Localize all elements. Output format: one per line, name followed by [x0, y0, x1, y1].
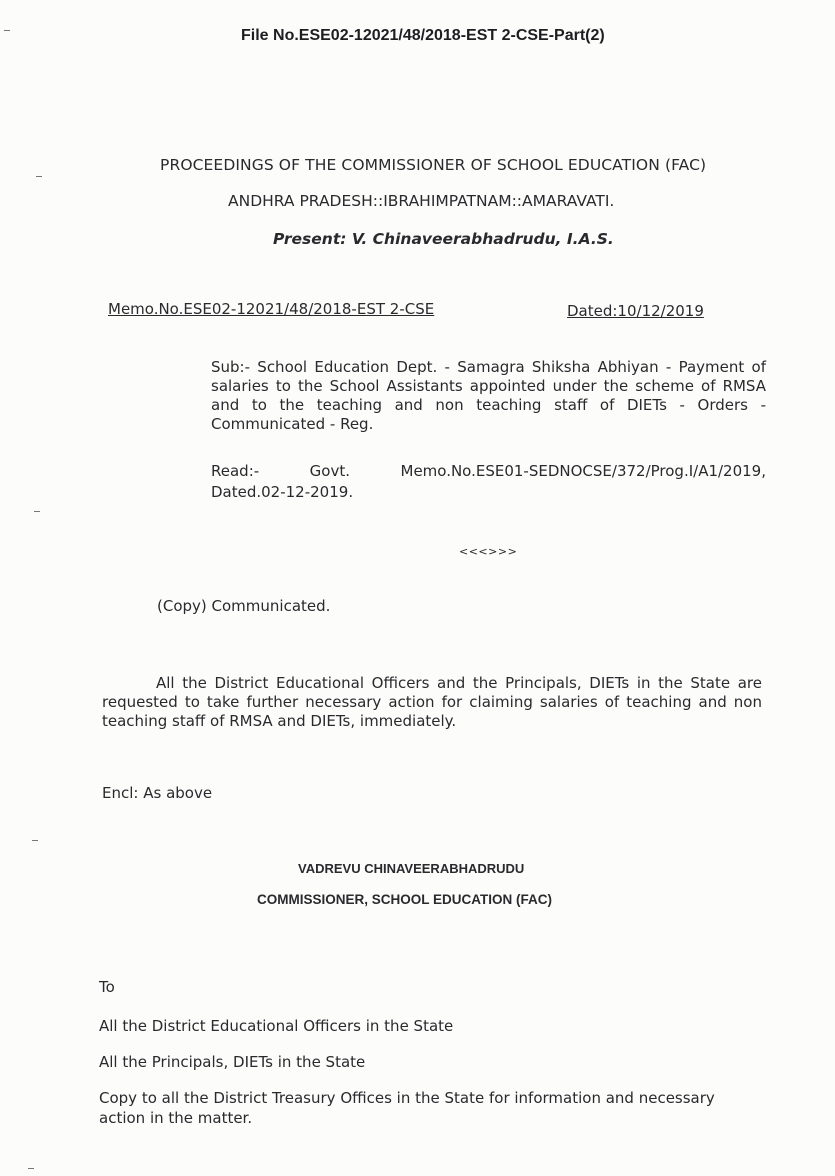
signatory-name: VADREVU CHINAVEERABHADRUDU — [298, 861, 525, 876]
margin-mark — [32, 840, 38, 841]
file-number: File No.ESE02-12021/48/2018-EST 2-CSE-Part(2) — [241, 27, 605, 44]
margin-mark — [28, 1168, 34, 1169]
recipient-deos: All the District Educational Officers in the State — [99, 1017, 454, 1035]
memo-date: Dated:10/12/2019 — [567, 302, 704, 320]
location-heading: ANDHRA PRADESH::IBRAHIMPATNAM::AMARAVATI. — [228, 192, 615, 210]
margin-mark — [4, 30, 10, 31]
memo-number: Memo.No.ESE02-12021/48/2018-EST 2-CSE — [108, 300, 435, 318]
read-date: Dated.02-12-2019. — [211, 483, 354, 501]
recipient-treasury-copy: Copy to all the District Treasury Offices in the State for information and necessary action in the matter. — [99, 1089, 715, 1127]
recipient-principals: All the Principals, DIETs in the State — [99, 1053, 366, 1071]
read-label: Read:- — [211, 462, 260, 480]
enclosure-note: Encl: As above — [102, 784, 213, 802]
margin-mark — [34, 511, 40, 512]
copy-communicated: (Copy) Communicated. — [157, 597, 331, 615]
signatory-designation: COMMISSIONER, SCHOOL EDUCATION (FAC) — [257, 892, 553, 907]
to-label: To — [99, 978, 115, 996]
present-line: Present: V. Chinaveerabhadrudu, I.A.S. — [273, 230, 614, 248]
proceedings-heading: PROCEEDINGS OF THE COMMISSIONER OF SCHOOL EDUCATION (FAC) — [160, 156, 707, 174]
read-memo: Memo.No.ESE01-SEDNOCSE/372/Prog.I/A1/2019, — [400, 462, 766, 480]
body-paragraph: All the District Educational Officers and the Principals, DIETs in the State are requested to take further necessary action for claiming salaries of teaching and non teaching staff of RMSA and DIETs, immediately. — [102, 674, 762, 730]
margin-mark — [36, 176, 42, 177]
read-govt: Govt. — [309, 462, 350, 480]
subject-block: Sub:- School Education Dept. - Samagra Shiksha Abhiyan - Payment of salaries to the School Assistants appointed under the scheme of RMSA and to the teaching and non teaching staff of DIETs - Orders - Communicated - Reg. — [211, 358, 766, 433]
section-separator: <<<>>> — [459, 545, 518, 558]
reference-block — [211, 461, 766, 503]
